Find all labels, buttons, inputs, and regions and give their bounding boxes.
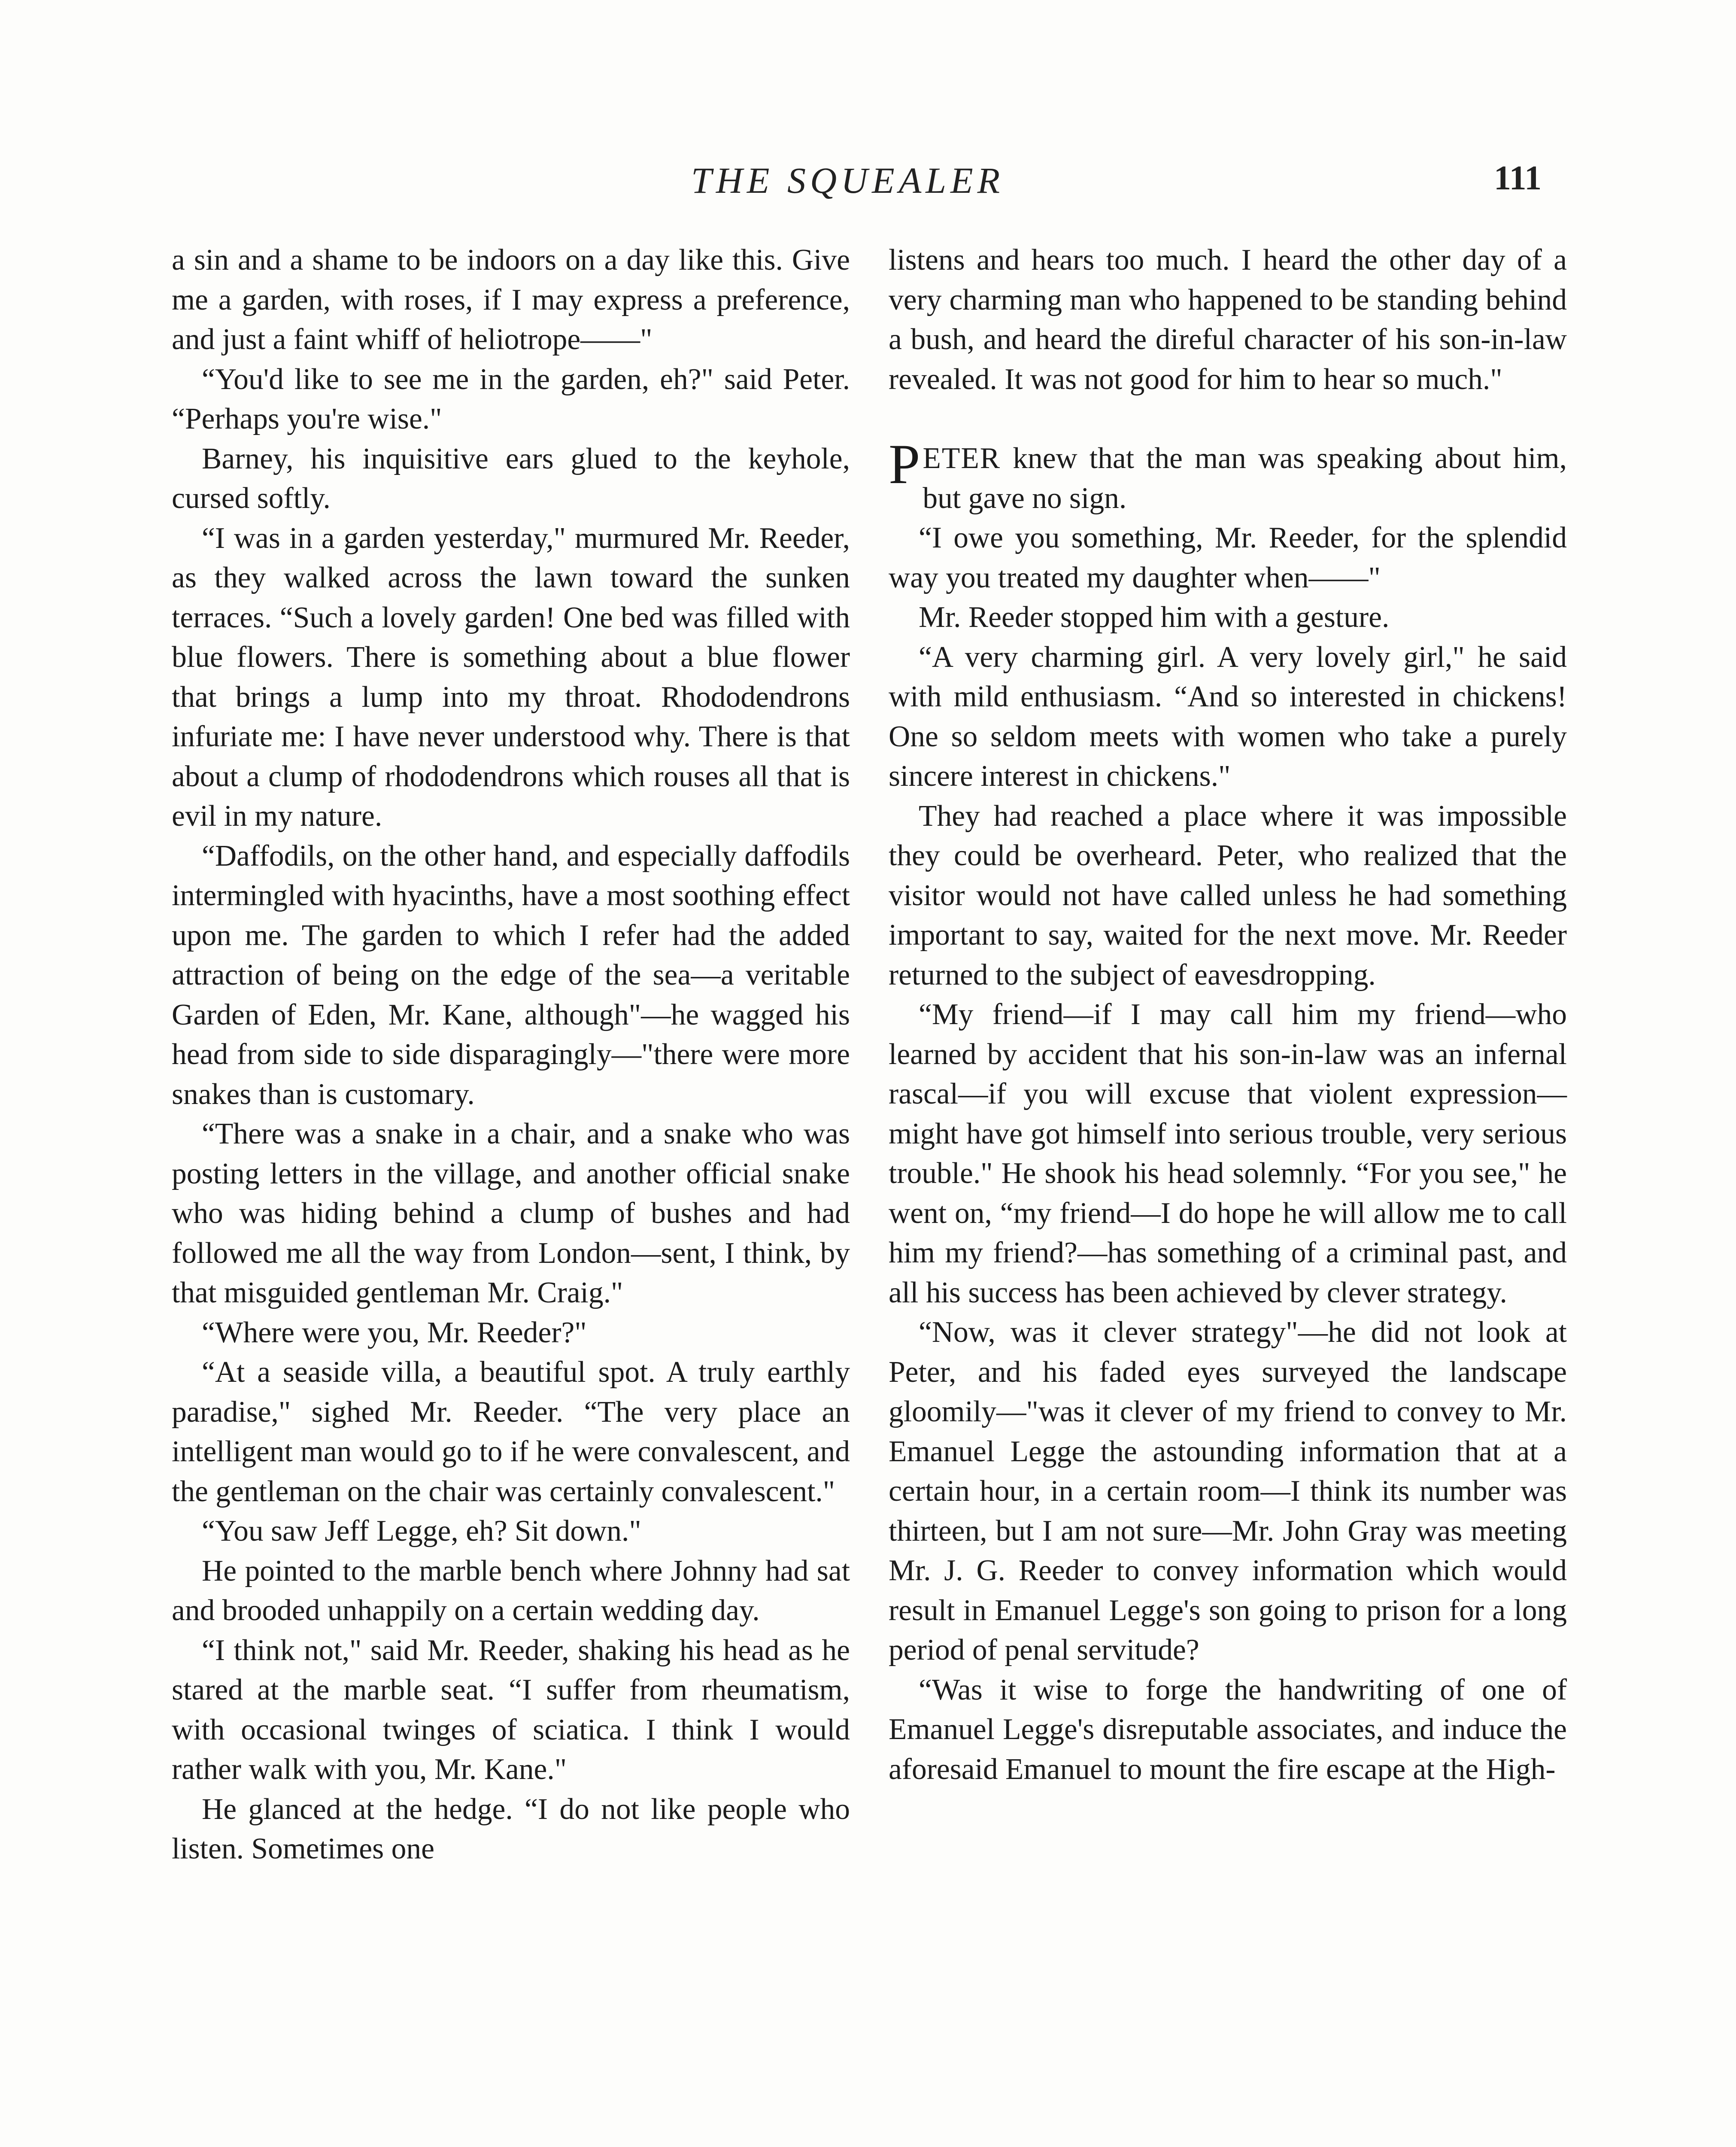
running-head: [0, 159, 1736, 210]
paragraph: “Now, was it clever strategy"—he did not look at Peter, and his faded eyes surveyed the landscape gloomily—"was it clever of my friend to convey to Mr. Emanuel Legge the astounding information that at a certain hour, in a certain room—I think its number was thirteen, but I am not sure—Mr. John Gray was meeting Mr. J. G. Reeder to convey information which would result in Emanuel Legge's son going to prison for a long period of penal servitude?: [889, 1316, 1567, 1667]
paragraph: “You saw Jeff Legge, eh? Sit down.": [202, 1514, 641, 1548]
paragraph: a sin and a shame to be indoors on a day like this. Give me a garden, with roses, if I may express a preference, and just a faint whiff of heliotrope——": [172, 243, 850, 356]
paragraph: Mr. Reeder stopped him with a gesture.: [919, 601, 1390, 634]
paragraph: “There was a snake in a chair, and a snake who was posting letters in the village, and another official snake who was hiding behind a clump of bushes and had followed me all the way from London—sent, I think, by that misguided gentleman Mr. Craig.": [172, 1117, 850, 1309]
paragraph: “I was in a garden yesterday," murmured Mr. Reeder, as they walked across the lawn toward the sunken terraces. “Such a lovely garden! One bed was filled with blue flowers. There is something about a blue flower that brings a lump into my throat. Rhododendrons infuriate me: I have never understood why. There is that about a clump of rhododendrons which rouses all that is evil in my nature.: [172, 521, 850, 833]
paragraph: “At a seaside villa, a beautiful spot. A truly earthly paradise," sighed Mr. Reeder. “The very place an intelligent man would go to if he were convalescent, and the gentleman on the chair was certainly convalescent.": [172, 1356, 850, 1508]
paragraph: Barney, his inquisitive ears glued to the keyhole, cursed softly.: [172, 442, 850, 515]
paragraph: listens and hears too much. I heard the other day of a very charming man who happened to be standing behind a bush, and heard the direful character of his son-in-law revealed. It was not good for him to hear so much.": [889, 243, 1567, 396]
paragraph: “Daffodils, on the other hand, and especially daffodils intermingled with hyacinths, have a most soothing effect upon me. The garden to which I refer had the added attraction of being on the edge of the sea—a veritable Garden of Eden, Mr. Kane, although"—he wagged his head from side to side disparagingly—"there were more snakes than is customary.: [172, 839, 850, 1111]
paragraph: “Was it wise to forge the handwriting of one of Emanuel Legge's disreputable associates, and induce the aforesaid Emanuel to mount the fire escape at the High-: [889, 1673, 1567, 1786]
paragraph: They had reached a place where it was impossible they could be overheard. Peter, who realized that the visitor would not have called unless he had something important to say, waited for the next move. Mr. Reeder returned to the subject of eavesdropping.: [889, 799, 1567, 991]
paragraph: “I think not," said Mr. Reeder, shaking his head as he stared at the marble seat. “I suffer from rheumatism, with occasional twinges of sciatica. I think I would rather walk with you, Mr. Kane.": [172, 1633, 850, 1786]
paragraph: He pointed to the marble bench where Johnny had sat and brooded unhappily on a certain wedding day.: [172, 1554, 850, 1627]
paragraph: He glanced at the hedge. “I do not like people who listen. Sometimes one: [172, 1792, 850, 1865]
paragraph: “My friend—if I may call him my friend—who learned by accident that his son-in-law was an infernal rascal—if you will excuse that violent expression—might have got himself into serious trouble, very serious trouble." He shook his head solemnly. “For you see," he went on, “my friend—I do hope he will allow me to call him my friend?—has something of a criminal past, and all his success has been achieved by clever strategy.: [889, 998, 1567, 1309]
running-title: THE SQUEALER: [691, 160, 1005, 201]
paragraph-text: knew that the man was speaking about him, but gave no sign.: [923, 442, 1567, 515]
small-caps-lead: ETER: [923, 442, 1001, 475]
drop-cap: P: [889, 432, 920, 496]
paragraph: “Where were you, Mr. Reeder?": [202, 1316, 587, 1349]
right-column: [889, 240, 1567, 1789]
paragraph: “A very charming girl. A very lovely girl," he said with mild enthusiasm. “And so interested in chickens! One so seldom meets with women who take a purely sincere interest in chickens.": [889, 640, 1567, 793]
section-opening-paragraph: [889, 432, 1567, 518]
left-column: [172, 240, 850, 1869]
paragraph: “I owe you something, Mr. Reeder, for the splendid way you treated my daughter when——": [889, 521, 1567, 594]
page-number: 111: [1494, 159, 1542, 197]
paragraph: “You'd like to see me in the garden, eh?" said Peter. “Perhaps you're wise.": [172, 362, 850, 435]
